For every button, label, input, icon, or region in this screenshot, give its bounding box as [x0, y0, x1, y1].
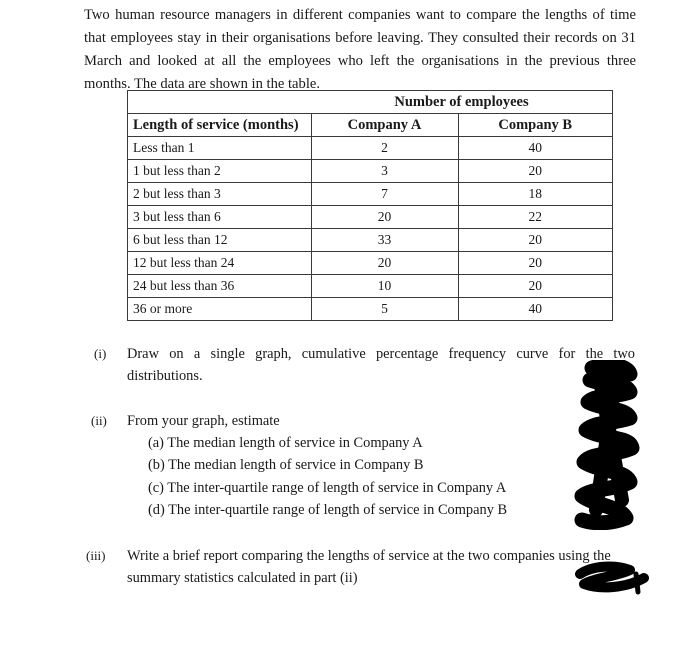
row-label: Less than 1: [128, 137, 312, 160]
question-3-line-1: Write a brief report comparing the lengths of service at the two companies using the: [127, 548, 611, 564]
table-row: [128, 160, 613, 183]
row-label: 24 but less than 36: [128, 275, 312, 298]
col-header-company-a: Company A: [311, 114, 458, 137]
row-label: 3 but less than 6: [128, 206, 312, 229]
company-b-value: 20: [458, 160, 613, 183]
company-a-value: 7: [311, 183, 458, 206]
company-a-value: 33: [311, 229, 458, 252]
question-3-line-2: summary statistics calculated in part (ii): [127, 570, 358, 586]
question-1-line-1: Draw on a single graph, cumulative percentage frequency curve for the two: [127, 346, 635, 362]
table-row: [128, 229, 613, 252]
intro-paragraph: [84, 4, 636, 96]
question-2-number: (ii): [91, 413, 107, 428]
company-b-value: 20: [458, 252, 613, 275]
company-b-value: 22: [458, 206, 613, 229]
redaction-scribble-small: [574, 560, 650, 596]
table-row: [128, 298, 613, 321]
company-b-value: 40: [458, 298, 613, 321]
question-2-part-a: (a) The median length of service in Company A: [148, 435, 423, 451]
table-row: [128, 252, 613, 275]
row-label: 1 but less than 2: [128, 160, 312, 183]
row-label: 2 but less than 3: [128, 183, 312, 206]
company-a-value: 10: [311, 275, 458, 298]
intro-text: Two human resource managers in different companies want to compare the lengths of time that employees stay in their organisations before leaving. They consulted their records on 31 March and looked at all the employees who left the organisations in the previous three months. The data are shown in the table.: [84, 7, 636, 92]
table-group-header: Number of employees: [311, 91, 613, 114]
row-label: 36 or more: [128, 298, 312, 321]
row-label: 12 but less than 24: [128, 252, 312, 275]
company-a-value: 3: [311, 160, 458, 183]
company-b-value: 20: [458, 275, 613, 298]
question-2-lead: From your graph, estimate: [127, 413, 280, 429]
question-1-number: (i): [94, 346, 107, 361]
table-row: [128, 275, 613, 298]
redaction-scribble: [570, 360, 640, 530]
table-row: [128, 183, 613, 206]
table-row: [128, 137, 613, 160]
table-header-row: [128, 114, 613, 137]
col-header-company-b: Company B: [458, 114, 613, 137]
table-row: [128, 206, 613, 229]
row-label: 6 but less than 12: [128, 229, 312, 252]
question-1-line-2: distributions.: [127, 368, 203, 384]
table-corner: [128, 91, 312, 114]
company-a-value: 2: [311, 137, 458, 160]
question-2-part-b: (b) The median length of service in Company B: [148, 457, 424, 473]
company-a-value: 5: [311, 298, 458, 321]
company-b-value: 18: [458, 183, 613, 206]
company-b-value: 20: [458, 229, 613, 252]
question-2-part-c: (c) The inter-quartile range of length of service in Company A: [148, 480, 507, 496]
col-header-length: Length of service (months): [128, 114, 312, 137]
table-group-header-row: [128, 91, 613, 114]
question-2-part-d: (d) The inter-quartile range of length of service in Company B: [148, 502, 508, 518]
company-a-value: 20: [311, 252, 458, 275]
employee-table: [127, 90, 613, 321]
company-b-value: 40: [458, 137, 613, 160]
company-a-value: 20: [311, 206, 458, 229]
question-3-number: (iii): [86, 548, 106, 563]
